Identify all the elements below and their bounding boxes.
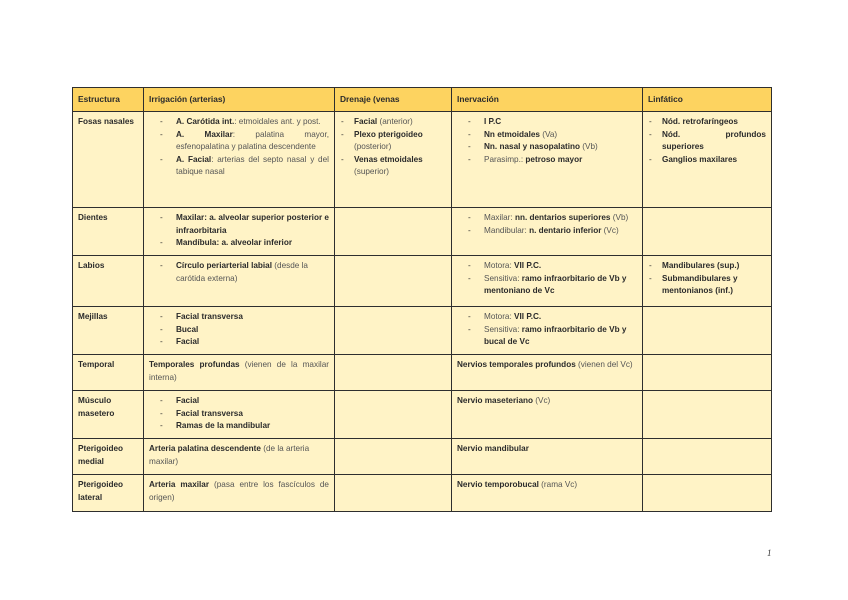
cell-linfatico — [643, 391, 772, 439]
cell-drenaje — [335, 307, 452, 355]
list-item: - Plexo pterigoideo (posterior) — [340, 129, 446, 154]
table-row — [73, 208, 772, 256]
list-item: - Sensitiva: ramo infraorbitario de Vb y bucal de Vc — [457, 324, 637, 349]
cell-irrigacion — [144, 208, 335, 256]
cell-inervacion — [452, 307, 643, 355]
header-estructura: Estructura — [73, 88, 144, 112]
page-number: 1 — [767, 548, 772, 558]
list-item: - Maxilar: a. alveolar superior posterior e infraorbitaria — [149, 212, 329, 237]
list-item: - Ramas de la mandibular — [149, 420, 329, 432]
cell-linfatico — [643, 475, 772, 512]
list-item: - Mandibular: n. dentario inferior (Vc) — [457, 225, 637, 237]
list-item: - I P.C — [457, 116, 637, 128]
table-row — [73, 475, 772, 512]
list-item: - Ganglios maxilares — [648, 154, 766, 166]
list-item: - Motora: VII P.C. — [457, 260, 637, 272]
cell-inervacion: Nervio temporobucal (rama Vc) — [452, 475, 643, 512]
list-item: - Nn. nasal y nasopalatino (Vb) — [457, 141, 637, 153]
cell-linfatico — [643, 439, 772, 475]
cell-estructura: Fosas nasales — [73, 112, 144, 208]
anatomy-table — [72, 87, 772, 512]
list-item: - Bucal — [149, 324, 329, 336]
header-linfatico: Linfático — [643, 88, 772, 112]
cell-linfatico — [643, 307, 772, 355]
list-item: - Parasimp.: petroso mayor — [457, 154, 637, 166]
list-item: - Motora: VII P.C. — [457, 311, 637, 323]
cell-estructura: Músculo masetero — [73, 391, 144, 439]
list-item: - Facial — [149, 395, 329, 407]
cell-irrigacion: Arteria maxilar (pasa entre los fascículos de origen) — [144, 475, 335, 512]
list-item: - Sensitiva: ramo infraorbitario de Vb y mentoniano de Vc — [457, 273, 637, 298]
cell-linfatico — [643, 256, 772, 307]
list-item: - Mandibulares (sup.) — [648, 260, 766, 272]
list-item: - Nód. retrofaríngeos — [648, 116, 766, 128]
cell-drenaje — [335, 208, 452, 256]
cell-drenaje — [335, 439, 452, 475]
table-row — [73, 355, 772, 391]
header-drenaje: Drenaje (venas — [335, 88, 452, 112]
cell-estructura: Labios — [73, 256, 144, 307]
cell-estructura: Temporal — [73, 355, 144, 391]
cell-irrigacion: Temporales profundas (vienen de la maxilar interna) — [144, 355, 335, 391]
list-item: - Mandíbula: a. alveolar inferior — [149, 237, 329, 249]
cell-inervacion — [452, 208, 643, 256]
cell-drenaje — [335, 355, 452, 391]
table-row — [73, 256, 772, 307]
cell-inervacion — [452, 256, 643, 307]
cell-estructura: Pterigoideo medial — [73, 439, 144, 475]
cell-inervacion — [452, 112, 643, 208]
cell-irrigacion — [144, 112, 335, 208]
cell-estructura: Pterigoideo lateral — [73, 475, 144, 512]
list-item: - A. Facial: arterias del septo nasal y del tabique nasal — [149, 154, 329, 179]
cell-linfatico — [643, 208, 772, 256]
cell-estructura: Mejillas — [73, 307, 144, 355]
list-item: - Facial transversa — [149, 311, 329, 323]
list-item: - Maxilar: nn. dentarios superiores (Vb) — [457, 212, 637, 224]
list-item: - Facial (anterior) — [340, 116, 446, 128]
cell-irrigacion: Arteria palatina descendente (de la arteria maxilar) — [144, 439, 335, 475]
header-row — [73, 88, 772, 112]
cell-inervacion: Nervio mandibular — [452, 439, 643, 475]
list-item: - Círculo periarterial labial (desde la carótida externa) — [149, 260, 329, 285]
cell-linfatico — [643, 112, 772, 208]
cell-inervacion: Nervio maseteriano (Vc) — [452, 391, 643, 439]
table-row — [73, 112, 772, 208]
cell-inervacion: Nervios temporales profundos (vienen del Vc) — [452, 355, 643, 391]
list-item: - Facial transversa — [149, 408, 329, 420]
list-item: - Submandibulares y mentonianos (inf.) — [648, 273, 766, 298]
list-item: - A. Carótida int.: etmoidales ant. y post. — [149, 116, 329, 128]
cell-irrigacion — [144, 256, 335, 307]
header-irrigacion: Irrigación (arterias) — [144, 88, 335, 112]
cell-drenaje — [335, 391, 452, 439]
cell-drenaje — [335, 112, 452, 208]
cell-estructura: Dientes — [73, 208, 144, 256]
list-item: - Venas etmoidales (superior) — [340, 154, 446, 179]
cell-irrigacion — [144, 391, 335, 439]
table-row — [73, 391, 772, 439]
list-item: - Facial — [149, 336, 329, 348]
cell-drenaje — [335, 256, 452, 307]
list-item: - Nn etmoidales (Va) — [457, 129, 637, 141]
cell-drenaje — [335, 475, 452, 512]
cell-linfatico — [643, 355, 772, 391]
table-row — [73, 307, 772, 355]
table-row — [73, 439, 772, 475]
list-item: - Nód. profundos superiores — [648, 129, 766, 154]
list-item: - A. Maxilar: palatina mayor, esfenopalatina y palatina descendente — [149, 129, 329, 154]
cell-irrigacion — [144, 307, 335, 355]
header-inervacion: Inervación — [452, 88, 643, 112]
